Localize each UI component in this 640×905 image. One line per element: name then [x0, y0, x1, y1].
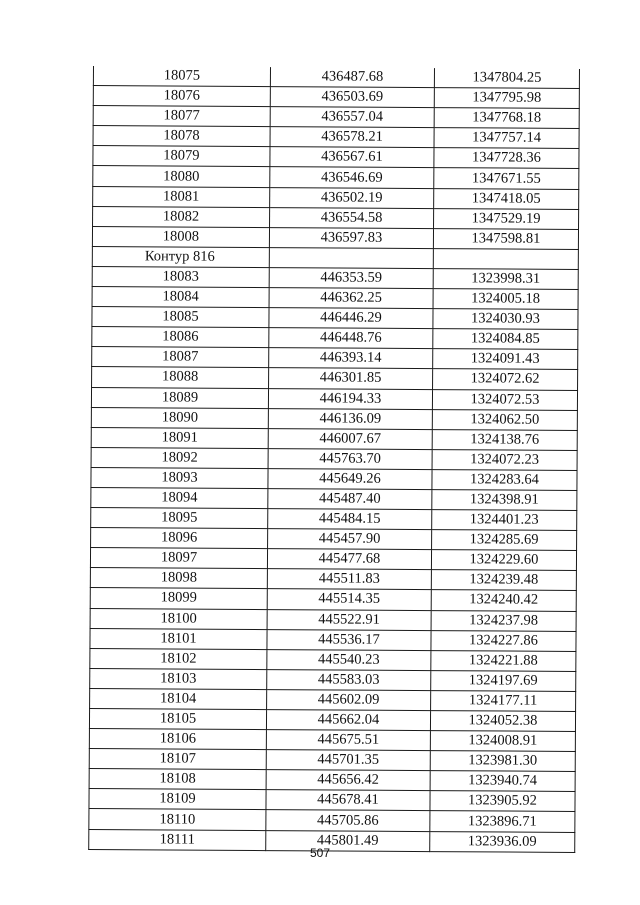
point-number-cell: 18090 — [91, 407, 268, 428]
table-row — [90, 648, 576, 671]
point-number-cell: 18101 — [90, 628, 267, 649]
y-coordinate-cell: 1324091.43 — [433, 349, 578, 370]
point-number-cell: 18088 — [92, 367, 269, 388]
y-coordinate-cell: 1324197.69 — [431, 670, 576, 691]
point-number-cell: 18087 — [92, 347, 269, 368]
table-row — [93, 86, 579, 109]
x-coordinate-cell: 436557.04 — [270, 107, 434, 128]
x-coordinate-cell: 445536.17 — [267, 629, 431, 650]
y-coordinate-cell: 1323896.71 — [430, 811, 575, 832]
point-number-cell: 18098 — [90, 568, 267, 589]
point-number-cell: 18108 — [89, 769, 266, 790]
x-coordinate-cell: 445678.41 — [266, 790, 430, 811]
y-coordinate-cell: 1324401.23 — [432, 510, 577, 531]
x-coordinate-cell: 445675.51 — [266, 730, 430, 751]
x-coordinate-cell: 445522.91 — [267, 609, 431, 630]
y-coordinate-cell: 1324005.18 — [433, 289, 578, 310]
x-coordinate-cell: 445487.40 — [268, 489, 432, 510]
table-row — [92, 287, 578, 310]
empty-cell — [269, 247, 433, 268]
point-number-cell: 18083 — [92, 266, 269, 287]
coordinates-table-body — [89, 66, 580, 852]
y-coordinate-cell: 1324229.60 — [431, 550, 576, 571]
point-number-cell: 18079 — [93, 146, 270, 167]
y-coordinate-cell: 1347671.55 — [434, 168, 579, 189]
y-coordinate-cell: 1323998.31 — [433, 269, 578, 290]
y-coordinate-cell: 1323905.92 — [430, 791, 575, 812]
x-coordinate-cell: 445801.49 — [266, 830, 430, 851]
x-coordinate-cell: 446194.33 — [268, 388, 432, 409]
point-number-cell: 18077 — [93, 106, 270, 127]
table-row — [90, 608, 576, 631]
point-number-cell: 18105 — [89, 708, 266, 729]
table-row — [90, 588, 576, 611]
y-coordinate-cell: 1324072.53 — [432, 389, 577, 410]
table-row — [90, 688, 576, 711]
table-row — [91, 387, 577, 410]
table-row — [90, 628, 576, 651]
point-number-cell: 18102 — [90, 648, 267, 669]
x-coordinate-cell: 436567.61 — [270, 147, 434, 168]
x-coordinate-cell: 445484.15 — [268, 509, 432, 530]
y-coordinate-cell: 1347757.14 — [434, 128, 579, 149]
table-row — [91, 427, 577, 450]
contour-header-row — [92, 246, 578, 269]
point-number-cell: 18106 — [89, 729, 266, 750]
x-coordinate-cell: 445649.26 — [268, 468, 432, 489]
point-number-cell: 18107 — [89, 749, 266, 770]
table-row — [90, 568, 576, 591]
y-coordinate-cell: 1324283.64 — [432, 469, 577, 490]
table-row — [90, 668, 576, 691]
point-number-cell: 18094 — [91, 487, 268, 508]
table-row — [90, 548, 576, 571]
y-coordinate-cell: 1324285.69 — [432, 530, 577, 551]
table-row — [93, 66, 579, 89]
empty-cell — [433, 248, 578, 269]
point-number-cell: 18104 — [90, 688, 267, 709]
x-coordinate-cell: 445763.70 — [268, 448, 432, 469]
point-number-cell: 18008 — [92, 226, 269, 247]
table-row — [91, 447, 577, 470]
table-row — [91, 508, 577, 531]
point-number-cell: 18076 — [93, 86, 270, 107]
table-row — [92, 266, 578, 289]
point-number-cell: 18082 — [93, 206, 270, 227]
table-row — [93, 206, 579, 229]
y-coordinate-cell: 1324227.86 — [431, 630, 576, 651]
x-coordinate-cell: 445662.04 — [266, 710, 430, 731]
y-coordinate-cell: 1323936.09 — [430, 831, 575, 852]
y-coordinate-cell: 1324072.23 — [432, 449, 577, 470]
x-coordinate-cell: 446448.76 — [269, 328, 433, 349]
x-coordinate-cell: 436546.69 — [270, 167, 434, 188]
point-number-cell: 18103 — [90, 668, 267, 689]
x-coordinate-cell: 446393.14 — [269, 348, 433, 369]
x-coordinate-cell: 445477.68 — [267, 549, 431, 570]
x-coordinate-cell: 446301.85 — [269, 368, 433, 389]
x-coordinate-cell: 445540.23 — [267, 649, 431, 670]
y-coordinate-cell: 1347795.98 — [434, 88, 579, 109]
y-coordinate-cell: 1324084.85 — [433, 329, 578, 350]
y-coordinate-cell: 1324177.11 — [431, 690, 576, 711]
table-row — [93, 106, 579, 129]
x-coordinate-cell: 436502.19 — [270, 187, 434, 208]
x-coordinate-cell: 436487.68 — [270, 67, 434, 88]
point-number-cell: 18091 — [91, 427, 268, 448]
point-number-cell: 18081 — [93, 186, 270, 207]
table-row — [89, 729, 575, 752]
table-row — [93, 146, 579, 169]
point-number-cell: 18084 — [92, 287, 269, 308]
table-row — [91, 487, 577, 510]
y-coordinate-cell: 1324030.93 — [433, 309, 578, 330]
point-number-cell: 18092 — [91, 447, 268, 468]
table-row — [92, 226, 578, 249]
y-coordinate-cell: 1324398.91 — [432, 490, 577, 511]
point-number-cell: 18078 — [93, 126, 270, 147]
y-coordinate-cell: 1324240.42 — [431, 590, 576, 611]
x-coordinate-cell: 436578.21 — [270, 127, 434, 148]
y-coordinate-cell: 1324008.91 — [430, 731, 575, 752]
table-row — [93, 126, 579, 149]
y-coordinate-cell: 1347418.05 — [434, 188, 579, 209]
point-number-cell: 18096 — [91, 528, 268, 549]
y-coordinate-cell: 1324062.50 — [432, 409, 577, 430]
point-number-cell: 18097 — [90, 548, 267, 569]
point-number-cell: 18093 — [91, 467, 268, 488]
table-row — [91, 407, 577, 430]
coordinates-table — [88, 66, 580, 853]
table-row — [89, 809, 575, 832]
table-row — [91, 467, 577, 490]
y-coordinate-cell: 1324239.48 — [431, 570, 576, 591]
x-coordinate-cell: 445602.09 — [267, 689, 431, 710]
page-number: 507 — [309, 846, 331, 860]
y-coordinate-cell: 1347598.81 — [433, 228, 578, 249]
x-coordinate-cell: 445457.90 — [268, 529, 432, 550]
y-coordinate-cell: 1324072.62 — [433, 369, 578, 390]
x-coordinate-cell: 445583.03 — [267, 669, 431, 690]
y-coordinate-cell: 1347804.25 — [434, 68, 579, 88]
table-row — [93, 166, 579, 189]
y-coordinate-cell: 1323981.30 — [430, 751, 575, 772]
y-coordinate-cell: 1347768.18 — [434, 108, 579, 129]
table-row — [92, 327, 578, 350]
point-number-cell: 18075 — [93, 66, 270, 87]
table-row — [92, 367, 578, 390]
x-coordinate-cell: 446353.59 — [269, 268, 433, 289]
table-row — [89, 749, 575, 772]
y-coordinate-cell: 1323940.74 — [430, 771, 575, 792]
point-number-cell: 18086 — [92, 327, 269, 348]
table-row — [93, 186, 579, 209]
y-coordinate-cell: 1324052.38 — [430, 711, 575, 732]
y-coordinate-cell: 1324221.88 — [431, 650, 576, 671]
y-coordinate-cell: 1347728.36 — [434, 148, 579, 169]
point-number-cell: 18111 — [89, 829, 266, 850]
point-number-cell: 18110 — [89, 809, 266, 830]
point-number-cell: 18100 — [90, 608, 267, 629]
point-number-cell: 18089 — [91, 387, 268, 408]
point-number-cell: 18085 — [92, 307, 269, 328]
x-coordinate-cell: 445701.35 — [266, 750, 430, 771]
x-coordinate-cell: 436554.58 — [270, 207, 434, 228]
point-number-cell: 18095 — [91, 508, 268, 529]
x-coordinate-cell: 445705.86 — [266, 810, 430, 831]
x-coordinate-cell: 436503.69 — [270, 87, 434, 108]
x-coordinate-cell: 446446.29 — [269, 308, 433, 329]
y-coordinate-cell: 1324237.98 — [431, 610, 576, 631]
x-coordinate-cell: 445514.35 — [267, 589, 431, 610]
contour-label: Контур 816 — [92, 246, 269, 267]
x-coordinate-cell: 445511.83 — [267, 569, 431, 590]
x-coordinate-cell: 446362.25 — [269, 288, 433, 309]
y-coordinate-cell: 1324138.76 — [432, 429, 577, 450]
x-coordinate-cell: 446136.09 — [268, 408, 432, 429]
table-row — [89, 789, 575, 812]
table-row — [89, 769, 575, 792]
table-row — [91, 528, 577, 551]
point-number-cell: 18080 — [93, 166, 270, 187]
point-number-cell: 18099 — [90, 588, 267, 609]
x-coordinate-cell: 445656.42 — [266, 770, 430, 791]
y-coordinate-cell: 1347529.19 — [434, 208, 579, 229]
point-number-cell: 18109 — [89, 789, 266, 810]
x-coordinate-cell: 436597.83 — [269, 227, 433, 248]
table-row — [92, 347, 578, 370]
table-row — [89, 708, 575, 731]
x-coordinate-cell: 446007.67 — [268, 428, 432, 449]
table-row — [92, 307, 578, 330]
